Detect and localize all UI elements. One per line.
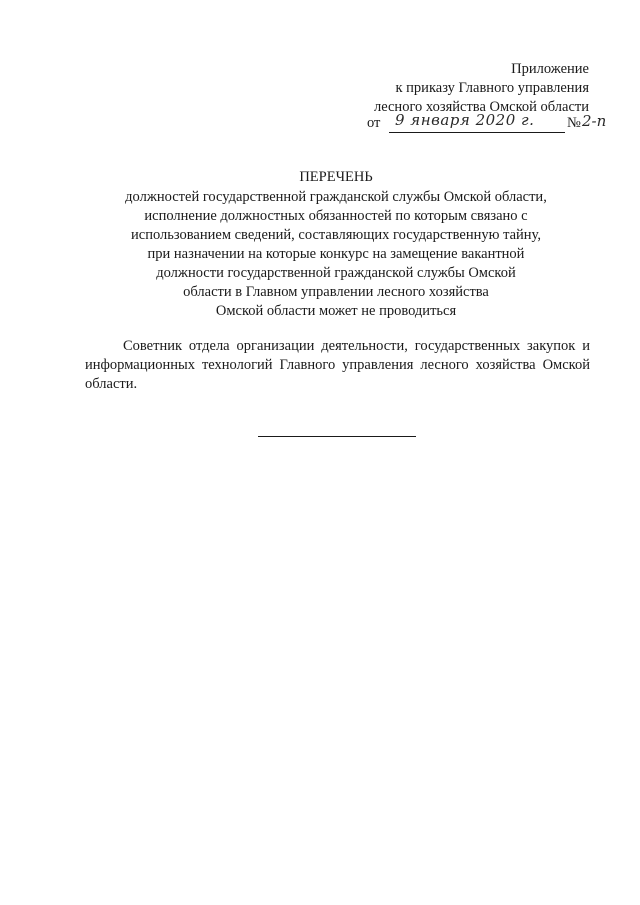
heading-line: области в Главном управлении лесного хозяйства — [183, 284, 489, 300]
heading-line: должности государственной гражданской службы Омской — [156, 265, 516, 281]
document-heading — [0, 168, 640, 321]
heading-line: исполнение должностных обязанностей по которым связано с — [144, 208, 528, 224]
appendix-block — [269, 60, 589, 117]
position-paragraph: Советник отдела организации деятельности, государственных закупок и информационных технологий Главного управления лесного хозяйства Омской области. — [85, 338, 590, 392]
heading-line: при назначении на которые конкурс на замещение вакантной — [147, 246, 525, 262]
appendix-line: Приложение — [511, 61, 589, 77]
end-divider — [258, 436, 416, 437]
order-date-field — [389, 113, 565, 133]
document-title: ПЕРЕЧЕНЬ — [299, 169, 373, 185]
order-number-handwritten: 2-п — [582, 112, 607, 130]
order-date-label: от — [367, 115, 381, 131]
order-date-handwritten: 9 января 2020 г. — [395, 111, 535, 129]
appendix-line: к приказу Главного управления — [395, 80, 589, 96]
order-number-label: № — [567, 115, 581, 131]
heading-line: должностей государственной гражданской службы Омской области, — [125, 189, 547, 205]
heading-line: использованием сведений, составляющих государственную тайну, — [131, 227, 541, 243]
order-reference — [367, 111, 607, 135]
heading-line: Омской области может не проводиться — [215, 303, 457, 319]
appendix-line: лесного хозяйства Омской области — [373, 99, 589, 115]
